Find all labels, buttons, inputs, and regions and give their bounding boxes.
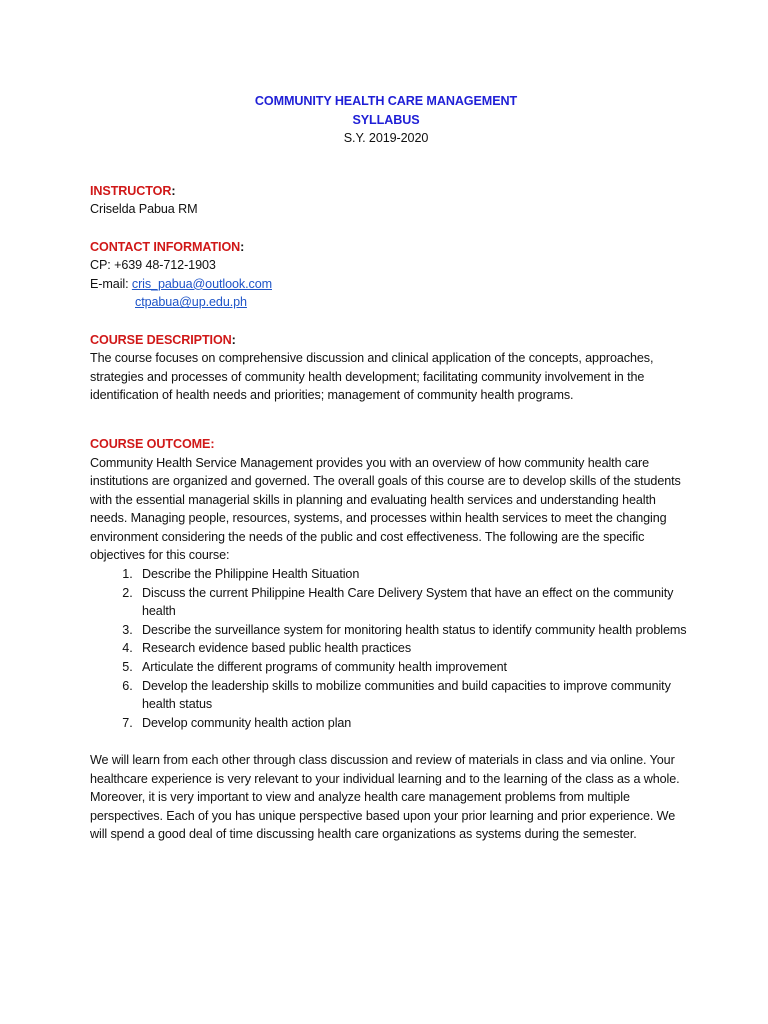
objective-item: 5. Articulate the different programs of community health improvement [136,658,690,677]
contact-colon: : [240,239,245,254]
document-header [82,92,690,148]
objective-item: 4. Research evidence based public health practices [136,639,690,658]
objective-item: 2. Discuss the current Philippine Health Care Delivery System that have an effect on the community health [136,584,690,621]
instructor-section [90,182,690,219]
contact-label: CONTACT INFORMATION [90,239,241,254]
email-link-outlook[interactable]: cris_pabua@outlook.com [131,276,272,291]
course-description-text: The course focuses on comprehensive discussion and clinical application of the concepts, approaches, strategies and processes of community health development; facilitating community involvement in the identification of health needs and priorities; management of community health programs. [90,351,654,403]
closing-paragraph: We will learn from each other through class discussion and review of materials in class and via online. Your healthcare experience is very relevant to your individual learning and to the learning of the class as a whole. Moreover, it is very important to view and analyze health care management problems from multiple perspectives. Each of you has unique perspective based upon your prior learning and prior experience. We will spend a good deal of time discussing health care organizations as systems during the semester. [90,753,680,842]
course-description-colon: : [231,332,236,347]
instructor-colon: : [171,183,176,198]
contact-section [90,238,690,312]
email-link-up[interactable]: ctpabua@up.edu.ph [135,295,247,310]
objective-item: 1. Describe the Philippine Health Situation [136,565,690,584]
course-outcome-intro: Community Health Service Management provides you with an overview of how community health care institutions are organized and governed. The overall goals of this course are to develop skills of the students with the essential managerial skills in planning and evaluating health services and understanding health needs. Managing people, resources, systems, and processes within health services to meet the changing environment considering the needs of the public and cost effectiveness. The following are the specific objectives for this course: [90,455,681,563]
objective-item: 7. Develop community health action plan [136,714,690,733]
objective-item: 6. Develop the leadership skills to mobilize communities and build capacities to improve community health status [136,677,690,714]
course-title: COMMUNITY HEALTH CARE MANAGEMENT [254,94,518,108]
document-body [90,92,690,844]
instructor-label: INSTRUCTOR [90,183,172,198]
contact-phone: CP: +639 48-712-1903 [90,258,216,273]
course-outcome-section [90,435,690,733]
course-description-label: COURSE DESCRIPTION [90,332,232,347]
school-year: S.Y. 2019-2020 [343,131,429,146]
course-outcome-label: COURSE OUTCOME: [90,436,215,451]
objectives-list [90,565,690,732]
course-description-section [90,331,690,405]
syllabus-heading: SYLLABUS [352,112,420,127]
instructor-name: Criselda Pabua RM [90,202,198,217]
objective-item: 3. Describe the surveillance system for monitoring health status to identify community health problems [136,621,690,640]
email-label: E-mail: [90,276,129,291]
